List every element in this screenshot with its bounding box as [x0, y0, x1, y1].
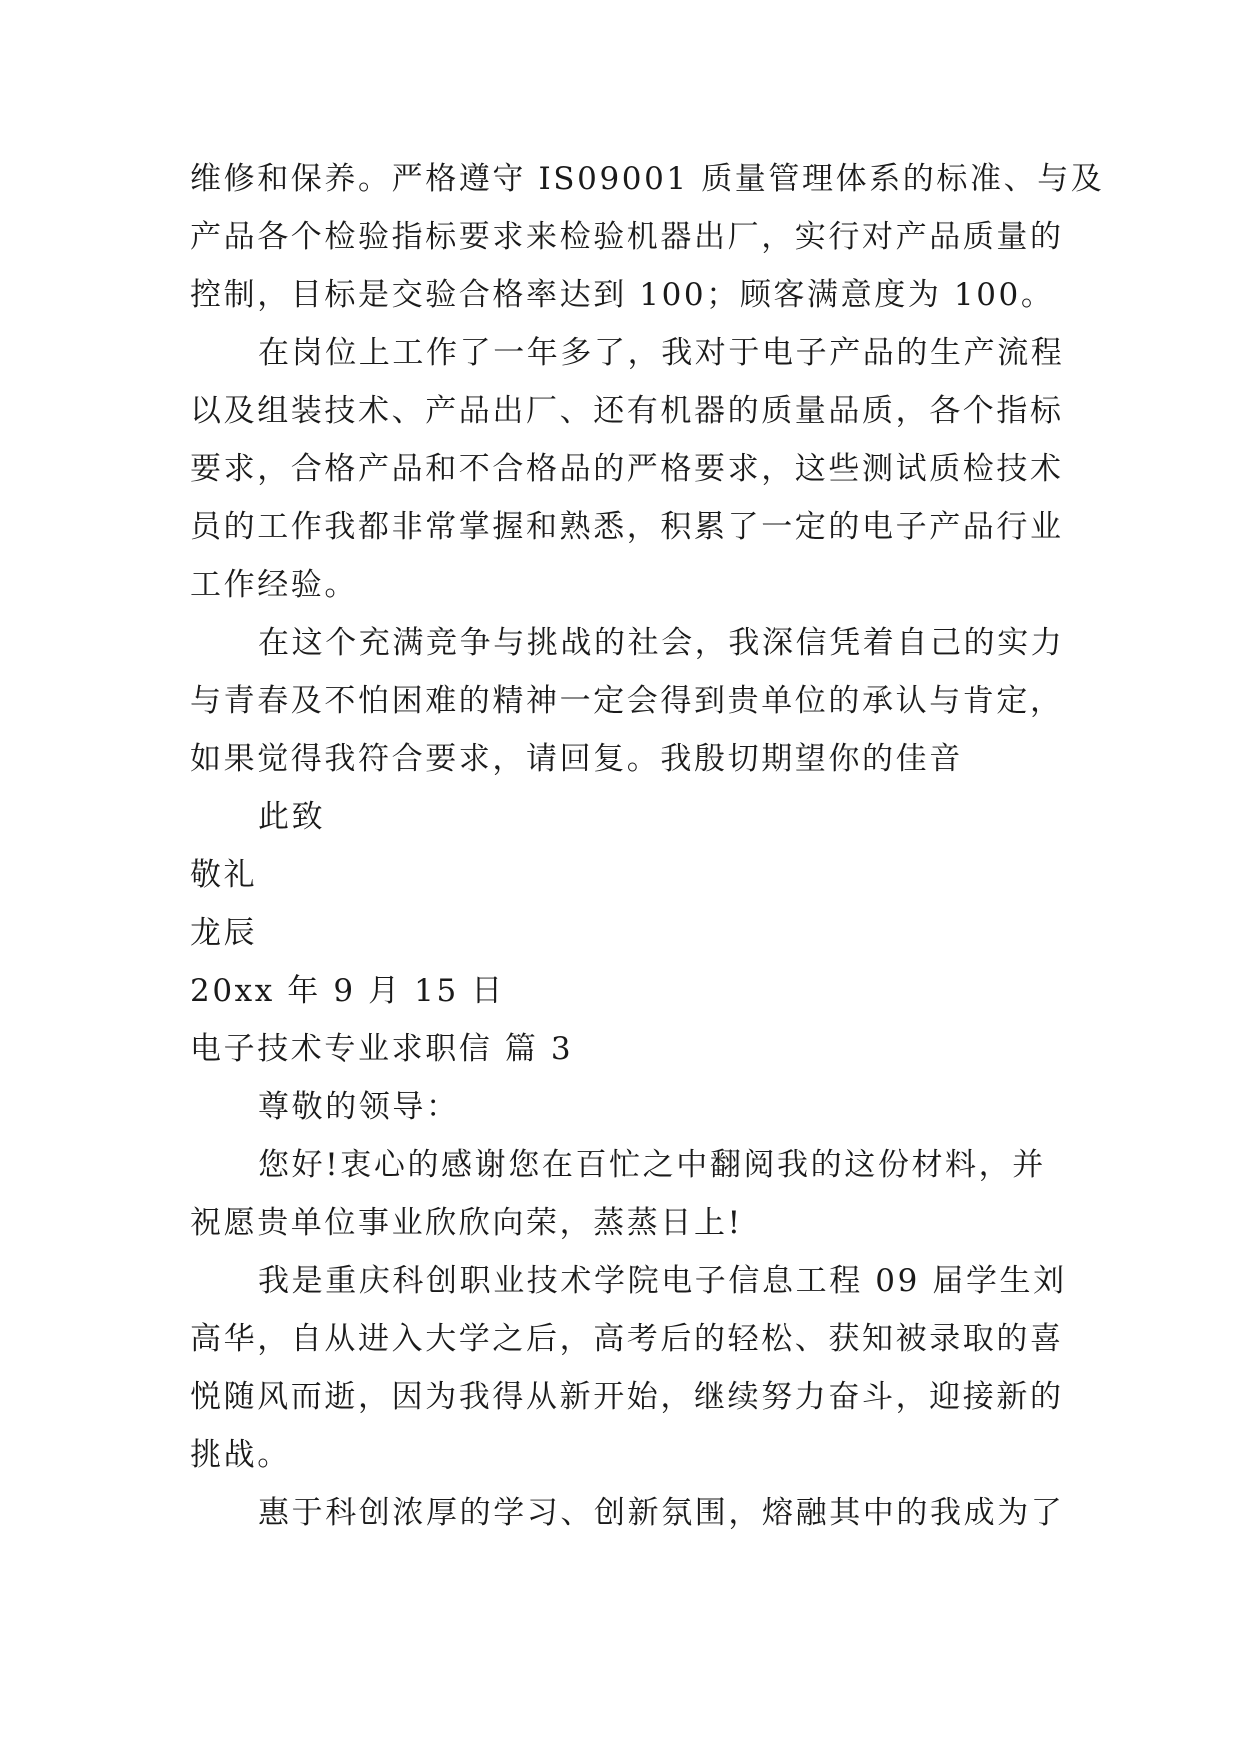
paragraph-first-line: 在岗位上工作了一年多了，我对于电子产品的生产流程	[258, 335, 1065, 371]
text-line: 悦随风而逝，因为我得从新开始，继续努力奋斗，迎接新的	[190, 1379, 1064, 1415]
paragraph-first-line: 惠于科创浓厚的学习、创新氛围，熔融其中的我成为了	[258, 1495, 1065, 1531]
text-line: 挑战。	[190, 1437, 291, 1473]
text-line: 工作经验。	[190, 567, 358, 603]
paragraph-first-line: 在这个充满竞争与挑战的社会，我深信凭着自己的实力	[258, 625, 1065, 661]
paragraph-first-line: 您好!衷心的感谢您在百忙之中翻阅我的这份材料，并	[258, 1147, 1046, 1183]
closing-regards: 敬礼	[190, 857, 258, 893]
paragraph-first-line: 我是重庆科创职业技术学院电子信息工程 09 届学生刘	[258, 1263, 1067, 1299]
greeting: 尊敬的领导：	[258, 1089, 460, 1125]
closing-salutation: 此致	[258, 799, 326, 835]
signature-date: 20xx 年 9 月 15 日	[190, 973, 505, 1009]
text-line: 员的工作我都非常掌握和熟悉，积累了一定的电子产品行业	[190, 509, 1064, 545]
text-line: 要求，合格产品和不合格品的严格要求，这些测试质检技术	[190, 451, 1064, 487]
text-line: 控制，目标是交验合格率达到 100；顾客满意度为 100。	[190, 277, 1055, 313]
text-line: 祝愿贵单位事业欣欣向荣，蒸蒸日上!	[190, 1205, 743, 1241]
document-body	[190, 150, 1105, 1542]
text-line: 高华，自从进入大学之后，高考后的轻松、获知被录取的喜	[190, 1321, 1064, 1357]
text-line: 维修和保养。严格遵守 IS09001 质量管理体系的标准、与及	[190, 161, 1105, 197]
text-line: 如果觉得我符合要求，请回复。我殷切期望你的佳音	[190, 741, 963, 777]
text-line: 以及组装技术、产品出厂、还有机器的质量品质，各个指标	[190, 393, 1064, 429]
text-line: 与青春及不怕困难的精神一定会得到贵单位的承认与肯定，	[190, 683, 1064, 719]
text-line: 产品各个检验指标要求来检验机器出厂，实行对产品质量的	[190, 219, 1064, 255]
section-heading: 电子技术专业求职信 篇 3	[190, 1031, 574, 1067]
signature-name: 龙辰	[190, 915, 258, 951]
